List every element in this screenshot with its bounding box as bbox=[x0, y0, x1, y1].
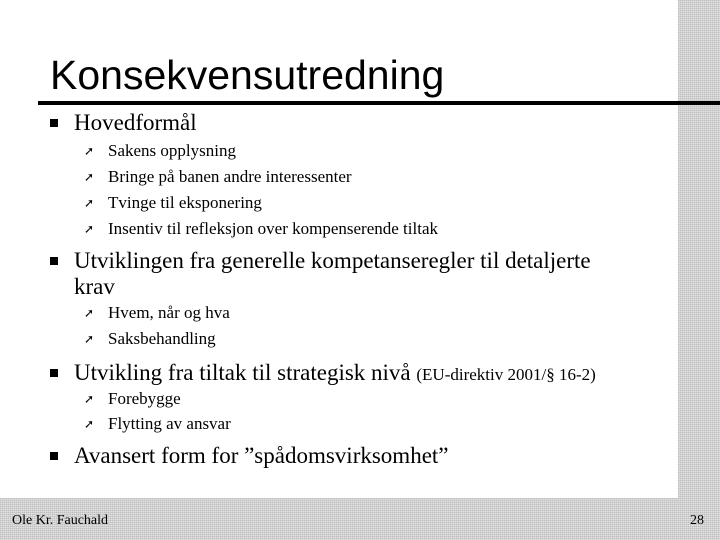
sub-bullet-item bbox=[84, 193, 644, 213]
arrow-bullet-icon: ➚ bbox=[84, 222, 95, 236]
bullet-item-hovedformal bbox=[46, 110, 646, 136]
arrow-bullet-icon: ➚ bbox=[84, 392, 95, 406]
title-underline bbox=[38, 101, 720, 105]
sub-bullet-text: Hvem, når og hva bbox=[108, 303, 230, 322]
sub-bullet-item bbox=[84, 303, 644, 323]
arrow-bullet-icon: ➚ bbox=[84, 144, 95, 158]
sub-bullet-item bbox=[84, 219, 644, 239]
bullet-item-utviklingen bbox=[46, 248, 616, 300]
bullet-text: Utviklingen fra generelle kompetanseregler til detaljerte krav bbox=[74, 248, 591, 299]
sub-bullet-item bbox=[84, 414, 644, 434]
square-bullet-icon bbox=[50, 119, 58, 127]
bullet-text: Avansert form for ”spådomsvirksomhet” bbox=[74, 443, 449, 468]
sub-bullet-item bbox=[84, 141, 644, 161]
sub-bullet-text: Tvinge til eksponering bbox=[108, 193, 262, 212]
arrow-bullet-icon: ➚ bbox=[84, 306, 95, 320]
sub-bullet-text: Forebygge bbox=[108, 389, 181, 408]
footer-author: Ole Kr. Fauchald bbox=[12, 513, 109, 528]
sub-bullet-text: Sakens opplysning bbox=[108, 141, 236, 160]
square-bullet-icon bbox=[50, 452, 58, 460]
arrow-bullet-icon: ➚ bbox=[84, 170, 95, 184]
arrow-bullet-icon: ➚ bbox=[84, 417, 95, 431]
bullet-text: Utvikling fra tiltak til strategisk nivå bbox=[74, 360, 411, 385]
bullet-item-utvikling bbox=[46, 360, 646, 388]
arrow-bullet-icon: ➚ bbox=[84, 196, 95, 210]
bullet-note: (EU-direktiv 2001/§ 16-2) bbox=[416, 365, 596, 384]
sub-bullet-text: Insentiv til refleksjon over kompenserende tiltak bbox=[108, 219, 438, 238]
sub-bullet-item bbox=[84, 167, 644, 187]
sub-bullet-text: Saksbehandling bbox=[108, 329, 216, 348]
decorative-side-bar bbox=[678, 0, 720, 540]
bullet-text: Hovedformål bbox=[74, 110, 197, 135]
sub-bullet-item bbox=[84, 329, 644, 349]
sub-bullet-item bbox=[84, 389, 644, 409]
slide-title: Konsekvensutredning bbox=[50, 52, 445, 98]
sub-bullet-text: Flytting av ansvar bbox=[108, 414, 231, 433]
page-number: 28 bbox=[690, 513, 704, 528]
bullet-item-avansert bbox=[46, 443, 646, 469]
square-bullet-icon bbox=[50, 257, 58, 265]
arrow-bullet-icon: ➚ bbox=[84, 332, 95, 346]
sub-bullet-text: Bringe på banen andre interessenter bbox=[108, 167, 352, 186]
square-bullet-icon bbox=[50, 369, 58, 377]
